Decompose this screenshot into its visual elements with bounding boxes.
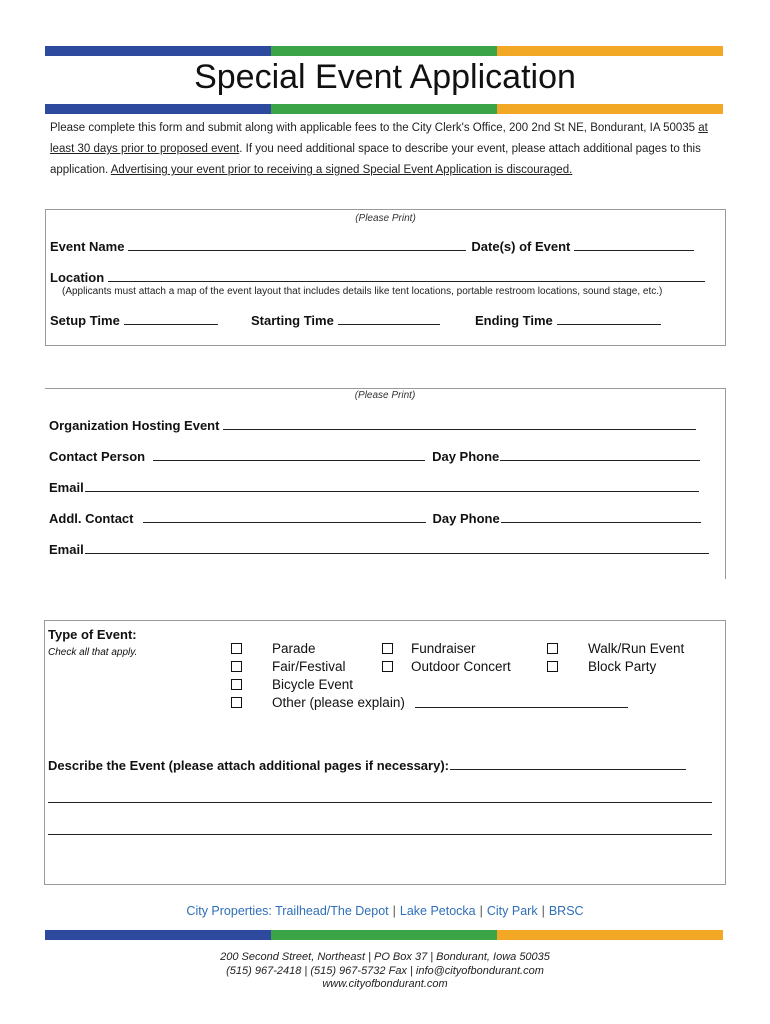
please-print-note: (Please Print) (354, 390, 416, 401)
contact-person-field[interactable] (153, 449, 425, 461)
organization-field[interactable] (223, 418, 696, 430)
checkbox-icon[interactable] (547, 661, 558, 672)
checkbox-outdoor-concert[interactable]: Outdoor Concert (382, 659, 511, 674)
link-trailhead[interactable]: Trailhead/The Depot (275, 904, 389, 918)
checkbox-icon[interactable] (231, 643, 242, 654)
describe-event-line-3[interactable] (48, 823, 712, 835)
starting-time-field[interactable] (338, 313, 440, 325)
checkbox-icon[interactable] (231, 679, 242, 690)
title-color-stripe (45, 104, 723, 114)
describe-event-line-2[interactable] (48, 791, 712, 803)
checkbox-icon[interactable] (231, 697, 242, 708)
intro-paragraph: Please complete this form and submit along with applicable fees to the City Clerk's Office, 200 2nd St NE, Bondurant, IA 50035 at least 30 days prior to proposed event. If you need additional space to describe your event, please attach additional pages to this application. Advertising your event prior to receiving a signed Special Event Application is discouraged. (50, 122, 708, 176)
event-name-field[interactable] (128, 239, 466, 251)
email2-field[interactable] (85, 542, 709, 554)
link-lake-petocka[interactable]: Lake Petocka (399, 904, 476, 918)
link-brsc[interactable]: BRSC (548, 904, 584, 918)
ending-time-field[interactable] (557, 313, 661, 325)
city-properties-label: City Properties: (186, 904, 272, 918)
checkbox-icon[interactable] (231, 661, 242, 672)
email-row: Email (49, 480, 702, 495)
checkbox-block-party[interactable]: Block Party (547, 659, 656, 674)
setup-time-row: Setup Time (50, 313, 221, 328)
contact-line: (515) 967-2418 | (515) 967-5732 Fax | info@cityofbondurant.com (226, 964, 544, 977)
footer-address (0, 951, 770, 992)
organization-row: Organization Hosting Event (49, 418, 699, 433)
describe-event-row: Describe the Event (please attach additional pages if necessary): (48, 758, 689, 773)
address-line: 200 Second Street, Northeast | PO Box 37 | Bondurant, Iowa 50035 (220, 951, 550, 963)
checkbox-parade[interactable]: Parade (231, 641, 316, 656)
city-properties-links: City Properties: Trailhead/The Depot | Lake Petocka | City Park | BRSC (186, 904, 584, 918)
event-dates-field[interactable] (574, 239, 694, 251)
checkbox-icon[interactable] (547, 643, 558, 654)
addl-day-phone-field[interactable] (501, 511, 701, 523)
event-type-box (44, 620, 726, 885)
event-type-title: Type of Event: (48, 627, 137, 642)
checkbox-icon[interactable] (382, 643, 393, 654)
checkbox-fair-festival[interactable]: Fair/Festival (231, 659, 346, 674)
email-field[interactable] (85, 480, 699, 492)
organization-box (45, 388, 726, 579)
checkbox-walk-run[interactable]: Walk/Run Event (547, 641, 684, 656)
location-field[interactable] (108, 270, 705, 282)
footer-color-stripe (45, 930, 723, 940)
please-print-note: (Please Print) (355, 213, 416, 224)
link-city-park[interactable]: City Park (486, 904, 538, 918)
addl-contact-row: Addl. Contact Day Phone (49, 511, 704, 526)
location-note: (Applicants must attach a map of the event layout that includes details like tent locations, portable restroom locations, sound stage, etc.) (62, 286, 663, 297)
setup-time-field[interactable] (124, 313, 218, 325)
event-type-subtitle: Check all that apply. (48, 647, 138, 658)
event-details-box (45, 209, 726, 346)
checkbox-bicycle-event[interactable]: Bicycle Event (231, 677, 353, 692)
day-phone-field[interactable] (500, 449, 700, 461)
top-color-stripe (45, 46, 723, 56)
checkbox-icon[interactable] (382, 661, 393, 672)
starting-time-row: Starting Time (251, 313, 443, 328)
page-title: Special Event Application (194, 58, 576, 96)
describe-event-field[interactable] (450, 758, 686, 770)
website-link[interactable]: www.cityofbondurant.com (322, 978, 448, 990)
checkbox-other[interactable]: Other (please explain) (231, 695, 631, 710)
event-name-row: Event Name Date(s) of Event (50, 239, 697, 254)
contact-person-row: Contact Person Day Phone (49, 449, 703, 464)
email2-row: Email (49, 542, 712, 557)
ending-time-row: Ending Time (475, 313, 664, 328)
checkbox-fundraiser[interactable]: Fundraiser (382, 641, 476, 656)
location-row: Location (50, 270, 708, 285)
other-explain-field[interactable] (415, 697, 628, 708)
addl-contact-field[interactable] (143, 511, 426, 523)
